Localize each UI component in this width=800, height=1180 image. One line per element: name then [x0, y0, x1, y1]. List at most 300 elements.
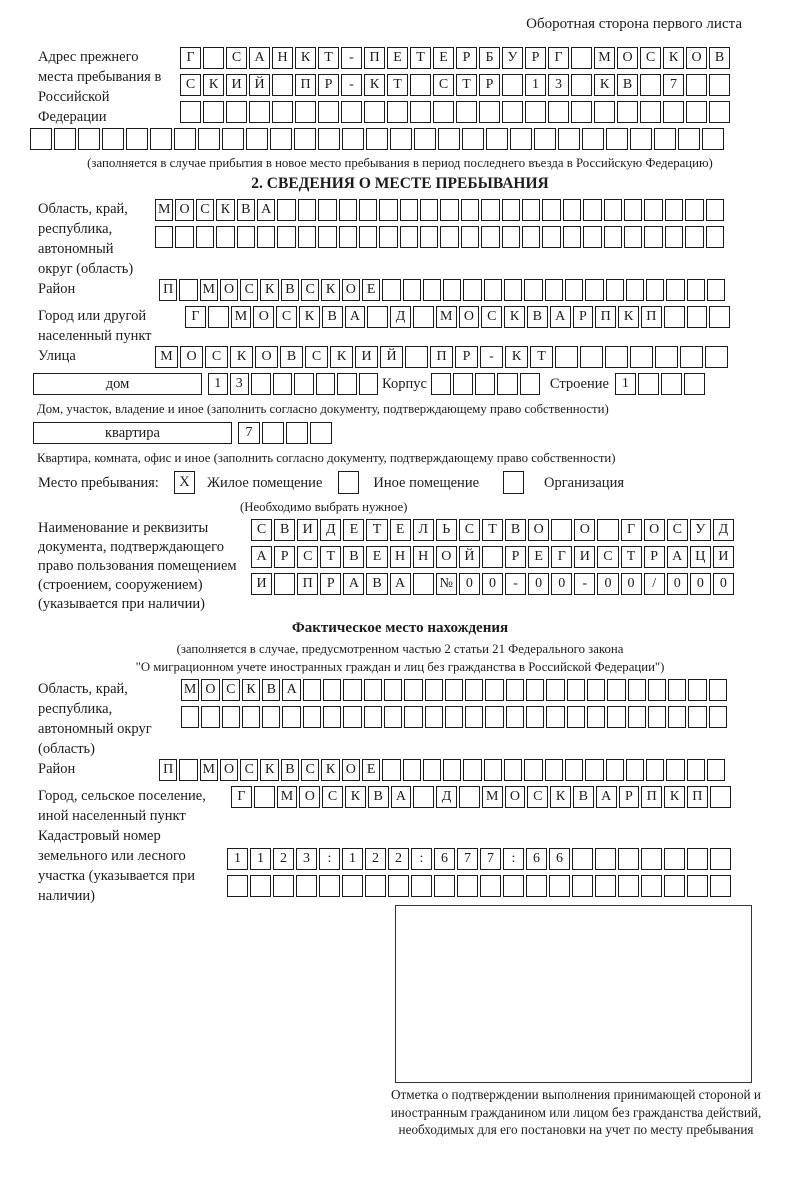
form-cell[interactable]	[179, 759, 197, 781]
form-cell[interactable]	[440, 226, 458, 248]
form-cell[interactable]: И	[226, 74, 247, 96]
form-cell[interactable]: Н	[272, 47, 293, 69]
form-cell[interactable]	[626, 759, 644, 781]
form-cell[interactable]: П	[159, 759, 177, 781]
form-cell[interactable]	[254, 786, 275, 808]
form-cell[interactable]	[571, 74, 592, 96]
form-cell[interactable]: Т	[366, 519, 387, 541]
form-cell[interactable]: Е	[362, 759, 380, 781]
form-cell[interactable]	[522, 199, 540, 221]
form-cell[interactable]: В	[274, 519, 295, 541]
form-cell[interactable]	[542, 199, 560, 221]
form-cell[interactable]	[384, 679, 402, 701]
form-cell[interactable]	[646, 279, 664, 301]
form-cell[interactable]: В	[573, 786, 594, 808]
form-cell[interactable]	[462, 128, 484, 150]
form-cell[interactable]	[198, 128, 220, 150]
form-cell[interactable]: С	[667, 519, 688, 541]
form-cell[interactable]: О	[255, 346, 278, 368]
form-cell[interactable]	[343, 706, 361, 728]
form-cell[interactable]	[680, 346, 703, 368]
form-cell[interactable]: У	[690, 519, 711, 541]
form-cell[interactable]	[342, 128, 364, 150]
form-cell[interactable]	[359, 199, 377, 221]
form-cell[interactable]: К	[242, 679, 260, 701]
form-cell[interactable]	[526, 875, 547, 897]
form-cell[interactable]: О	[459, 306, 480, 328]
form-cell[interactable]	[388, 875, 409, 897]
form-cell[interactable]	[583, 199, 601, 221]
form-cell[interactable]	[641, 848, 662, 870]
form-cell[interactable]: Р	[505, 546, 526, 568]
form-cell[interactable]: Е	[366, 546, 387, 568]
form-cell[interactable]	[644, 199, 662, 221]
form-cell[interactable]: П	[295, 74, 316, 96]
form-cell[interactable]: Р	[274, 546, 295, 568]
form-cell[interactable]: Е	[343, 519, 364, 541]
form-cell[interactable]	[710, 848, 731, 870]
form-cell[interactable]: К	[203, 74, 224, 96]
form-cell[interactable]	[706, 199, 724, 221]
form-cell[interactable]	[463, 759, 481, 781]
form-cell[interactable]	[686, 101, 707, 123]
form-cell[interactable]	[482, 546, 503, 568]
form-cell[interactable]	[654, 128, 676, 150]
form-cell[interactable]: О	[220, 759, 238, 781]
form-cell[interactable]	[555, 346, 578, 368]
form-cell[interactable]	[628, 706, 646, 728]
form-cell[interactable]	[666, 759, 684, 781]
form-cell[interactable]	[520, 373, 540, 395]
form-cell[interactable]	[481, 199, 499, 221]
form-cell[interactable]: Т	[320, 546, 341, 568]
form-cell[interactable]: С	[276, 306, 297, 328]
form-cell[interactable]	[78, 128, 100, 150]
form-cell[interactable]	[465, 706, 483, 728]
form-cell[interactable]	[664, 848, 685, 870]
checkbox-inoe-pomeshchenie[interactable]	[338, 471, 359, 494]
form-cell[interactable]	[702, 128, 724, 150]
form-cell[interactable]	[663, 101, 684, 123]
form-cell[interactable]	[526, 679, 544, 701]
form-cell[interactable]	[445, 706, 463, 728]
form-cell[interactable]: -	[505, 573, 526, 595]
form-cell[interactable]: Т	[456, 74, 477, 96]
form-cell[interactable]: П	[641, 786, 662, 808]
form-cell[interactable]	[298, 199, 316, 221]
form-cell[interactable]: О	[644, 519, 665, 541]
form-cell[interactable]	[282, 706, 300, 728]
form-cell[interactable]: 0	[667, 573, 688, 595]
form-cell[interactable]	[445, 679, 463, 701]
form-cell[interactable]: П	[641, 306, 662, 328]
form-cell[interactable]	[102, 128, 124, 150]
form-cell[interactable]	[216, 226, 234, 248]
form-cell[interactable]	[710, 786, 731, 808]
form-cell[interactable]: 7	[663, 74, 684, 96]
form-cell[interactable]	[413, 786, 434, 808]
form-cell[interactable]	[382, 759, 400, 781]
form-cell[interactable]	[343, 679, 361, 701]
form-cell[interactable]: А	[391, 786, 412, 808]
form-cell[interactable]	[630, 128, 652, 150]
form-cell[interactable]: Т	[530, 346, 553, 368]
form-cell[interactable]: К	[321, 279, 339, 301]
form-cell[interactable]	[506, 679, 524, 701]
form-cell[interactable]	[420, 199, 438, 221]
form-cell[interactable]	[387, 101, 408, 123]
form-cell[interactable]	[222, 128, 244, 150]
form-cell[interactable]: К	[260, 759, 278, 781]
form-cell[interactable]	[655, 346, 678, 368]
form-cell[interactable]	[296, 875, 317, 897]
form-cell[interactable]	[339, 226, 357, 248]
form-cell[interactable]: О	[253, 306, 274, 328]
form-cell[interactable]	[457, 875, 478, 897]
form-cell[interactable]	[688, 679, 706, 701]
form-cell[interactable]	[337, 373, 357, 395]
form-cell[interactable]	[404, 706, 422, 728]
form-cell[interactable]: М	[200, 279, 218, 301]
form-cell[interactable]: -	[341, 47, 362, 69]
form-cell[interactable]	[273, 373, 293, 395]
form-cell[interactable]: И	[251, 573, 272, 595]
form-cell[interactable]	[648, 706, 666, 728]
form-cell[interactable]: Р	[455, 346, 478, 368]
form-cell[interactable]	[203, 47, 224, 69]
form-cell[interactable]	[567, 679, 585, 701]
form-cell[interactable]	[665, 199, 683, 221]
form-cell[interactable]	[379, 226, 397, 248]
form-cell[interactable]: 3	[230, 373, 250, 395]
form-cell[interactable]	[565, 279, 583, 301]
form-cell[interactable]	[196, 226, 214, 248]
form-cell[interactable]: -	[341, 74, 362, 96]
form-cell[interactable]	[364, 101, 385, 123]
form-cell[interactable]: В	[527, 306, 548, 328]
form-cell[interactable]	[463, 279, 481, 301]
form-cell[interactable]	[425, 679, 443, 701]
form-cell[interactable]: 0	[597, 573, 618, 595]
form-cell[interactable]: С	[180, 74, 201, 96]
form-cell[interactable]	[587, 706, 605, 728]
form-cell[interactable]	[400, 199, 418, 221]
form-cell[interactable]: Ь	[436, 519, 457, 541]
form-cell[interactable]: К	[330, 346, 353, 368]
form-cell[interactable]: 7	[238, 422, 260, 444]
form-cell[interactable]	[479, 101, 500, 123]
form-cell[interactable]: С	[240, 279, 258, 301]
form-cell[interactable]	[420, 226, 438, 248]
form-cell[interactable]	[707, 279, 725, 301]
form-cell[interactable]	[709, 74, 730, 96]
form-cell[interactable]	[443, 279, 461, 301]
form-cell[interactable]	[687, 875, 708, 897]
form-cell[interactable]: /	[644, 573, 665, 595]
form-cell[interactable]	[661, 373, 682, 395]
form-cell[interactable]: Р	[573, 306, 594, 328]
form-cell[interactable]	[203, 101, 224, 123]
form-cell[interactable]: С	[226, 47, 247, 69]
form-cell[interactable]: П	[364, 47, 385, 69]
form-cell[interactable]	[431, 373, 451, 395]
form-cell[interactable]	[459, 786, 480, 808]
form-cell[interactable]	[410, 74, 431, 96]
form-cell[interactable]: А	[390, 573, 411, 595]
form-cell[interactable]	[707, 759, 725, 781]
form-cell[interactable]	[342, 875, 363, 897]
form-cell[interactable]	[413, 306, 434, 328]
form-cell[interactable]: Т	[482, 519, 503, 541]
form-cell[interactable]: М	[181, 679, 199, 701]
form-cell[interactable]	[30, 128, 52, 150]
form-cell[interactable]	[606, 759, 624, 781]
form-cell[interactable]: В	[322, 306, 343, 328]
form-cell[interactable]	[262, 422, 284, 444]
form-cell[interactable]: 1	[615, 373, 636, 395]
form-cell[interactable]: 0	[528, 573, 549, 595]
form-cell[interactable]	[709, 706, 727, 728]
form-cell[interactable]	[546, 706, 564, 728]
form-cell[interactable]: -	[480, 346, 503, 368]
form-cell[interactable]: М	[155, 199, 173, 221]
form-cell[interactable]: Н	[413, 546, 434, 568]
form-cell[interactable]: Г	[621, 519, 642, 541]
form-cell[interactable]	[605, 346, 628, 368]
form-cell[interactable]	[465, 679, 483, 701]
form-cell[interactable]	[400, 226, 418, 248]
form-cell[interactable]	[237, 226, 255, 248]
form-cell[interactable]: С	[640, 47, 661, 69]
form-cell[interactable]	[262, 706, 280, 728]
form-cell[interactable]	[318, 128, 340, 150]
form-cell[interactable]: С	[240, 759, 258, 781]
form-cell[interactable]	[666, 279, 684, 301]
form-cell[interactable]	[364, 679, 382, 701]
form-cell[interactable]	[548, 101, 569, 123]
form-cell[interactable]: 7	[480, 848, 501, 870]
form-cell[interactable]: 1	[227, 848, 248, 870]
form-cell[interactable]	[310, 422, 332, 444]
form-cell[interactable]	[274, 573, 295, 595]
form-cell[interactable]: М	[155, 346, 178, 368]
form-cell[interactable]	[410, 101, 431, 123]
form-cell[interactable]: К	[663, 47, 684, 69]
form-cell[interactable]: К	[216, 199, 234, 221]
form-cell[interactable]	[624, 199, 642, 221]
form-cell[interactable]: 1	[525, 74, 546, 96]
form-cell[interactable]	[359, 373, 379, 395]
form-cell[interactable]	[480, 875, 501, 897]
form-cell[interactable]: П	[159, 279, 177, 301]
form-cell[interactable]	[359, 226, 377, 248]
form-cell[interactable]	[549, 875, 570, 897]
form-cell[interactable]	[475, 373, 495, 395]
form-cell[interactable]: 2	[365, 848, 386, 870]
form-cell[interactable]	[382, 279, 400, 301]
form-cell[interactable]	[595, 875, 616, 897]
form-cell[interactable]: Р	[320, 573, 341, 595]
form-cell[interactable]	[316, 373, 336, 395]
form-cell[interactable]: М	[482, 786, 503, 808]
form-cell[interactable]	[339, 199, 357, 221]
form-cell[interactable]	[668, 706, 686, 728]
form-cell[interactable]	[295, 101, 316, 123]
form-cell[interactable]: К	[260, 279, 278, 301]
form-cell[interactable]: О	[574, 519, 595, 541]
form-cell[interactable]	[640, 74, 661, 96]
form-cell[interactable]: А	[282, 679, 300, 701]
form-cell[interactable]	[180, 101, 201, 123]
form-cell[interactable]: Р	[619, 786, 640, 808]
form-cell[interactable]	[365, 875, 386, 897]
form-cell[interactable]	[648, 679, 666, 701]
form-cell[interactable]	[273, 875, 294, 897]
form-cell[interactable]	[551, 519, 572, 541]
form-cell[interactable]	[545, 279, 563, 301]
form-cell[interactable]: :	[411, 848, 432, 870]
form-cell[interactable]	[443, 759, 461, 781]
form-cell[interactable]	[626, 279, 644, 301]
form-cell[interactable]: 0	[713, 573, 734, 595]
form-cell[interactable]: К	[505, 346, 528, 368]
form-cell[interactable]: К	[295, 47, 316, 69]
form-cell[interactable]	[687, 848, 708, 870]
form-cell[interactable]: К	[618, 306, 639, 328]
form-cell[interactable]	[502, 74, 523, 96]
form-cell[interactable]	[323, 679, 341, 701]
form-cell[interactable]	[366, 128, 388, 150]
form-cell[interactable]	[685, 226, 703, 248]
form-cell[interactable]	[484, 759, 502, 781]
form-cell[interactable]	[709, 101, 730, 123]
checkbox-zhiloe-pomeshchenie[interactable]: X	[174, 471, 195, 494]
form-cell[interactable]	[686, 74, 707, 96]
form-cell[interactable]: А	[257, 199, 275, 221]
form-cell[interactable]	[414, 128, 436, 150]
form-cell[interactable]: 0	[482, 573, 503, 595]
form-cell[interactable]: О	[220, 279, 238, 301]
form-cell[interactable]	[502, 101, 523, 123]
form-cell[interactable]	[558, 128, 580, 150]
form-cell[interactable]: А	[249, 47, 270, 69]
form-cell[interactable]: И	[713, 546, 734, 568]
form-cell[interactable]: В	[505, 519, 526, 541]
form-cell[interactable]: Е	[387, 47, 408, 69]
form-cell[interactable]	[126, 128, 148, 150]
form-cell[interactable]	[644, 226, 662, 248]
form-cell[interactable]	[606, 279, 624, 301]
form-cell[interactable]	[687, 279, 705, 301]
form-cell[interactable]: В	[280, 346, 303, 368]
form-cell[interactable]	[318, 226, 336, 248]
form-cell[interactable]: А	[596, 786, 617, 808]
form-cell[interactable]	[664, 875, 685, 897]
form-cell[interactable]	[524, 279, 542, 301]
form-cell[interactable]: О	[617, 47, 638, 69]
form-cell[interactable]	[323, 706, 341, 728]
form-cell[interactable]	[364, 706, 382, 728]
form-cell[interactable]: О	[299, 786, 320, 808]
form-cell[interactable]: О	[201, 679, 219, 701]
form-cell[interactable]	[150, 128, 172, 150]
form-cell[interactable]	[179, 279, 197, 301]
form-cell[interactable]: Р	[456, 47, 477, 69]
form-cell[interactable]	[546, 679, 564, 701]
form-cell[interactable]	[175, 226, 193, 248]
form-cell[interactable]	[503, 875, 524, 897]
form-cell[interactable]	[434, 875, 455, 897]
form-cell[interactable]	[685, 199, 703, 221]
form-cell[interactable]	[524, 759, 542, 781]
form-cell[interactable]: Й	[249, 74, 270, 96]
form-cell[interactable]	[226, 101, 247, 123]
form-cell[interactable]: И	[355, 346, 378, 368]
form-cell[interactable]	[563, 199, 581, 221]
form-cell[interactable]: С	[305, 346, 328, 368]
form-cell[interactable]	[461, 226, 479, 248]
form-cell[interactable]: К	[299, 306, 320, 328]
form-cell[interactable]: Б	[479, 47, 500, 69]
form-cell[interactable]	[438, 128, 460, 150]
form-cell[interactable]	[461, 199, 479, 221]
form-cell[interactable]: О	[436, 546, 457, 568]
form-cell[interactable]: 6	[434, 848, 455, 870]
form-cell[interactable]	[453, 373, 473, 395]
form-cell[interactable]: В	[343, 546, 364, 568]
form-cell[interactable]	[641, 875, 662, 897]
form-cell[interactable]	[668, 679, 686, 701]
form-cell[interactable]: 3	[548, 74, 569, 96]
form-cell[interactable]	[367, 306, 388, 328]
form-cell[interactable]: М	[231, 306, 252, 328]
form-cell[interactable]: В	[237, 199, 255, 221]
form-cell[interactable]	[597, 519, 618, 541]
form-cell[interactable]: 1	[208, 373, 228, 395]
form-cell[interactable]: Д	[436, 786, 457, 808]
form-cell[interactable]	[572, 848, 593, 870]
form-cell[interactable]: Г	[180, 47, 201, 69]
form-cell[interactable]: П	[430, 346, 453, 368]
form-cell[interactable]	[249, 101, 270, 123]
form-cell[interactable]: К	[230, 346, 253, 368]
form-cell[interactable]: М	[277, 786, 298, 808]
form-cell[interactable]	[617, 101, 638, 123]
form-cell[interactable]	[542, 226, 560, 248]
form-cell[interactable]	[404, 679, 422, 701]
form-cell[interactable]	[709, 679, 727, 701]
form-cell[interactable]: С	[297, 546, 318, 568]
form-cell[interactable]	[606, 128, 628, 150]
form-cell[interactable]: Е	[362, 279, 380, 301]
form-cell[interactable]	[423, 279, 441, 301]
form-cell[interactable]	[545, 759, 563, 781]
form-cell[interactable]: С	[597, 546, 618, 568]
form-cell[interactable]: К	[550, 786, 571, 808]
form-cell[interactable]	[630, 346, 653, 368]
form-cell[interactable]: О	[342, 279, 360, 301]
form-cell[interactable]: О	[686, 47, 707, 69]
form-cell[interactable]: О	[175, 199, 193, 221]
form-cell[interactable]	[272, 101, 293, 123]
form-cell[interactable]: Т	[318, 47, 339, 69]
form-cell[interactable]	[286, 422, 308, 444]
form-cell[interactable]	[504, 279, 522, 301]
form-cell[interactable]	[440, 199, 458, 221]
form-cell[interactable]	[525, 101, 546, 123]
form-cell[interactable]: А	[251, 546, 272, 568]
form-cell[interactable]	[688, 706, 706, 728]
